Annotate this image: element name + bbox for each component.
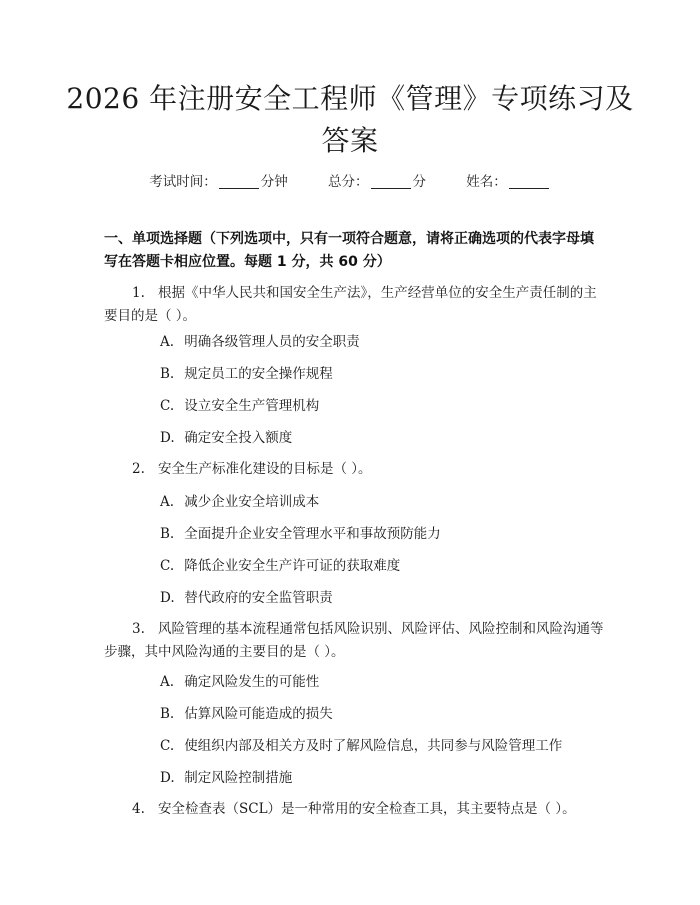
question-3-option-c — [160, 736, 600, 756]
exam-meta-line — [0, 170, 700, 190]
section-heading: 一、单项选择题（下列选项中，只有一项符合题意，请将正确选项的代表字母填写在答题卡相应位置。每题 1 分，共 60 分） — [104, 231, 594, 270]
option-letter: C. — [160, 558, 175, 574]
question-1-option-b — [160, 364, 600, 384]
exam-title — [60, 78, 640, 162]
option-text: 减少企业安全培训成本 — [184, 494, 320, 510]
option-letter: D. — [160, 430, 175, 446]
option-letter: C. — [160, 398, 175, 414]
exam-time-unit: 分钟 — [260, 174, 288, 190]
question-3 — [104, 618, 604, 664]
title-line-2: 答案 — [321, 124, 379, 157]
question-number: 1. — [132, 285, 145, 301]
question-3-option-b — [160, 704, 600, 724]
question-1-option-c — [160, 396, 600, 416]
option-letter: A. — [160, 494, 175, 510]
name-field — [466, 174, 551, 190]
option-text: 替代政府的安全监管职责 — [184, 590, 333, 606]
question-1-option-d — [160, 428, 600, 448]
option-text: 制定风险控制措施 — [184, 770, 293, 786]
option-text: 确定风险发生的可能性 — [184, 674, 320, 690]
question-3-option-a — [160, 672, 600, 692]
total-score-label: 总分： — [328, 174, 369, 190]
option-text: 全面提升企业安全管理水平和事故预防能力 — [184, 526, 441, 542]
title-line-1: 2026 年注册安全工程师《管理》专项练习及 — [66, 82, 634, 115]
option-letter: D. — [160, 590, 175, 606]
exam-time-blank — [219, 174, 259, 189]
name-blank — [509, 174, 549, 189]
exam-time-label: 考试时间： — [149, 174, 217, 190]
option-letter: B. — [160, 526, 175, 542]
question-2-option-b — [160, 524, 600, 544]
question-number: 2. — [132, 461, 145, 477]
question-number: 4. — [132, 801, 145, 817]
question-3-option-d — [160, 768, 600, 788]
total-score-field — [328, 174, 426, 190]
question-1-option-a — [160, 332, 600, 352]
option-letter: A. — [160, 674, 175, 690]
question-2-option-d — [160, 588, 600, 608]
option-text: 规定员工的安全操作规程 — [184, 366, 333, 382]
exam-time-field — [149, 174, 288, 190]
option-letter: C. — [160, 738, 175, 754]
question-number: 3. — [132, 621, 145, 637]
option-text: 明确各级管理人员的安全职责 — [184, 334, 360, 350]
option-letter: B. — [160, 366, 175, 382]
question-4 — [104, 798, 604, 821]
question-text: 安全生产标准化建设的目标是（ ）。 — [158, 461, 372, 477]
total-score-unit: 分 — [412, 174, 426, 190]
option-letter: A. — [160, 334, 175, 350]
question-2-option-a — [160, 492, 600, 512]
option-letter: B. — [160, 706, 175, 722]
question-text: 安全检查表（SCL）是一种常用的安全检查工具，其主要特点是（ ）。 — [158, 801, 576, 817]
option-text: 使组织内部及相关方及时了解风险信息，共同参与风险管理工作 — [184, 738, 563, 754]
question-2-option-c — [160, 556, 600, 576]
question-2 — [104, 458, 604, 481]
option-text: 确定安全投入额度 — [184, 430, 293, 446]
name-label: 姓名： — [466, 174, 507, 190]
option-text: 设立安全生产管理机构 — [184, 398, 320, 414]
question-1 — [104, 282, 604, 328]
total-score-blank — [371, 174, 411, 189]
question-text: 根据《中华人民共和国安全生产法》，生产经营单位的安全生产责任制的主要目的是（ ）。 — [104, 285, 597, 324]
option-text: 估算风险可能造成的损失 — [184, 706, 333, 722]
option-letter: D. — [160, 770, 175, 786]
question-text: 风险管理的基本流程通常包括风险识别、风险评估、风险控制和风险沟通等步骤，其中风险沟通的主要目的是（ ）。 — [104, 621, 604, 660]
option-text: 降低企业安全生产许可证的获取难度 — [184, 558, 401, 574]
